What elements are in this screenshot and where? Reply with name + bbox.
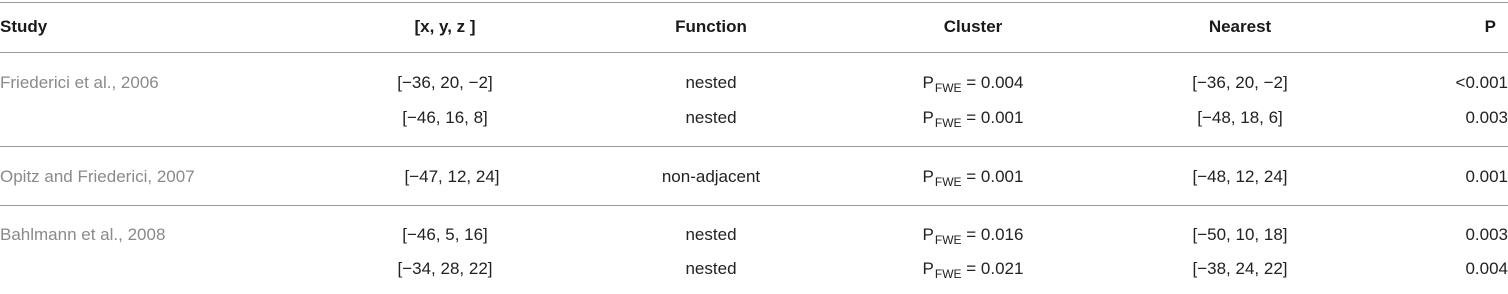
cluster-subscript: FWE [934,116,962,130]
nearest-cell: [−48, 18, 6] [1197,108,1283,127]
group-divider-1 [0,146,1508,147]
p-cell: 0.003 [1465,108,1508,127]
nearest-cell: [−50, 10, 18] [1192,225,1288,244]
header-study: Study [0,17,48,36]
nearest-cell: [−38, 24, 22] [1192,259,1288,278]
function-cell: non-adjacent [661,167,761,186]
p-cell: 0.003 [1465,225,1508,244]
nearest-cell: [−48, 12, 24] [1192,167,1288,186]
coords-cell: [−34, 28, 22] [397,259,493,278]
header-coords: [x, y, z ] [414,17,476,36]
header-cluster: Cluster [943,17,1003,36]
function-cell: nested [685,225,737,244]
cluster-p-symbol: P [922,108,934,127]
p-cell: <0.001 [1455,73,1508,92]
cluster-value: = 0.001 [961,167,1024,186]
cluster-p-symbol: P [922,259,934,278]
cluster-cell [923,259,1024,280]
table-top-rule [0,2,1508,3]
cluster-value: = 0.004 [961,73,1024,92]
cluster-p-symbol: P [922,167,934,186]
study-name: Opitz and Friederici, 2007 [0,167,195,186]
coords-cell: [−46, 16, 8] [402,108,488,127]
function-cell: nested [685,259,737,278]
header-function: Function [675,17,747,36]
cluster-value: = 0.016 [961,225,1024,244]
group-divider-2 [0,205,1508,206]
cluster-cell [923,167,1024,188]
coords-cell: [−36, 20, −2] [397,73,493,92]
p-cell: 0.001 [1465,167,1508,186]
function-cell: nested [685,73,737,92]
cluster-subscript: FWE [934,175,962,189]
nearest-cell: [−36, 20, −2] [1192,73,1288,92]
cluster-cell [923,108,1024,129]
cluster-value: = 0.021 [961,259,1024,278]
coords-cell: [−47, 12, 24] [404,167,500,186]
header-nearest: Nearest [1208,17,1272,36]
cluster-cell [923,73,1024,94]
cluster-subscript: FWE [934,233,962,247]
header-bottom-rule [0,52,1508,53]
p-cell: 0.004 [1465,259,1508,278]
study-name: Bahlmann et al., 2008 [0,225,166,244]
cluster-p-symbol: P [922,73,934,92]
cluster-p-symbol: P [922,225,934,244]
cluster-subscript: FWE [934,81,962,95]
coords-cell: [−46, 5, 16] [402,225,488,244]
study-name: Friederici et al., 2006 [0,73,159,92]
cluster-cell [923,225,1024,246]
cluster-value: = 0.001 [961,108,1024,127]
cluster-subscript: FWE [934,267,962,281]
header-p: P [1484,17,1496,36]
function-cell: nested [685,108,737,127]
